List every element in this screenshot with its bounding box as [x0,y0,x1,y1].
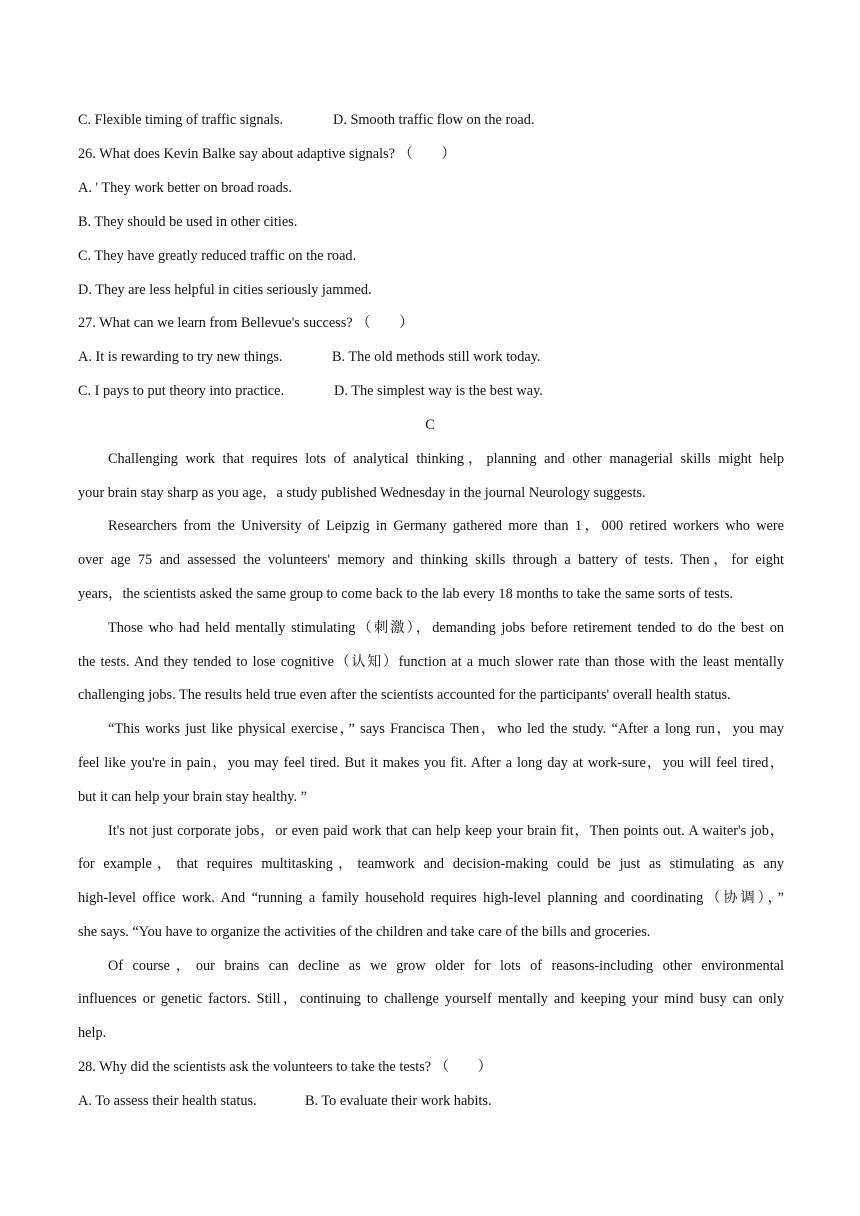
passage-line: your brain stay sharp as you age，a study published Wednesday in the journal Neurology suggests. [78,485,646,501]
passage-line: she says. “You have to organize the activities of the children and take care of the bills and groceries. [78,924,651,940]
q25-option-c: C. Flexible timing of traffic signals. [78,112,284,128]
q27-option-b: B. The old methods still work today. [332,349,541,365]
q26-stem: 26. What does Kevin Balke say about adaptive signals? （ ） [78,146,456,162]
q28-option-b: B. To evaluate their work habits. [305,1093,492,1109]
passage-line: feel like you're in pain，you may feel tired. But it makes you fit. After a long day at work-sure，you will feel tired， [78,755,784,771]
section-heading: C [425,417,435,433]
passage-line: challenging jobs. The results held true even after the scientists accounted for the participants' overall health status. [78,687,731,703]
passage-line: Of course，our brains can decline as we grow older for lots of reasons-including other environmental [108,958,784,974]
q27-stem: 27. What can we learn from Bellevue's success? （ ） [78,315,414,331]
passage-line: for example，that requires multitasking，teamwork and decision-making could be just as stimulating as any [78,856,784,872]
passage-line: help. [78,1025,107,1041]
passage-line: influences or genetic factors. Still，continuing to challenge yourself mentally and keeping your mind busy can only [78,991,784,1007]
q26-option-a: A. ' They work better on broad roads. [78,180,292,196]
passage-line: but it can help your brain stay healthy. ” [78,789,307,805]
q26-option-c: C. They have greatly reduced traffic on the road. [78,248,357,264]
q26-option-b: B. They should be used in other cities. [78,214,298,230]
q26-option-d: D. They are less helpful in cities seriously jammed. [78,282,372,298]
q25-option-d: D. Smooth traffic flow on the road. [333,112,535,128]
passage-line: years，the scientists asked the same group to come back to the lab every 18 months to take the same sorts of tests. [78,586,734,602]
q28-option-a: A. To assess their health status. [78,1093,257,1109]
passage-line: over age 75 and assessed the volunteers' memory and thinking skills through a battery of tests. Then，for eight [78,552,784,568]
q27-option-d: D. The simplest way is the best way. [334,383,543,399]
passage-line: It's not just corporate jobs，or even paid work that can help keep your brain fit，Then points out. A waiter's job， [108,823,784,839]
q27-option-a: A. It is rewarding to try new things. [78,349,283,365]
passage-line: the tests. And they tended to lose cognitive（认知）function at a much slower rate than those with the least mentally [78,654,784,670]
q27-option-c: C. I pays to put theory into practice. [78,383,285,399]
passage-line: Challenging work that requires lots of analytical thinking，planning and other managerial skills might help [108,451,784,467]
passage-line: Those who had held mentally stimulating（刺激），demanding jobs before retirement tended to do the best on [108,620,784,636]
q28-stem: 28. Why did the scientists ask the volunteers to take the tests? （ ） [78,1059,492,1075]
passage-line: Researchers from the University of Leipzig in Germany gathered more than 1，000 retired workers who were [108,518,784,534]
passage-line: high-level office work. And “running a family household requires high-level planning and coordinating（协调），” [78,890,784,906]
passage-line: “This works just like physical exercise，” says Francisca Then，who led the study. “After a long run，you may [108,721,784,737]
